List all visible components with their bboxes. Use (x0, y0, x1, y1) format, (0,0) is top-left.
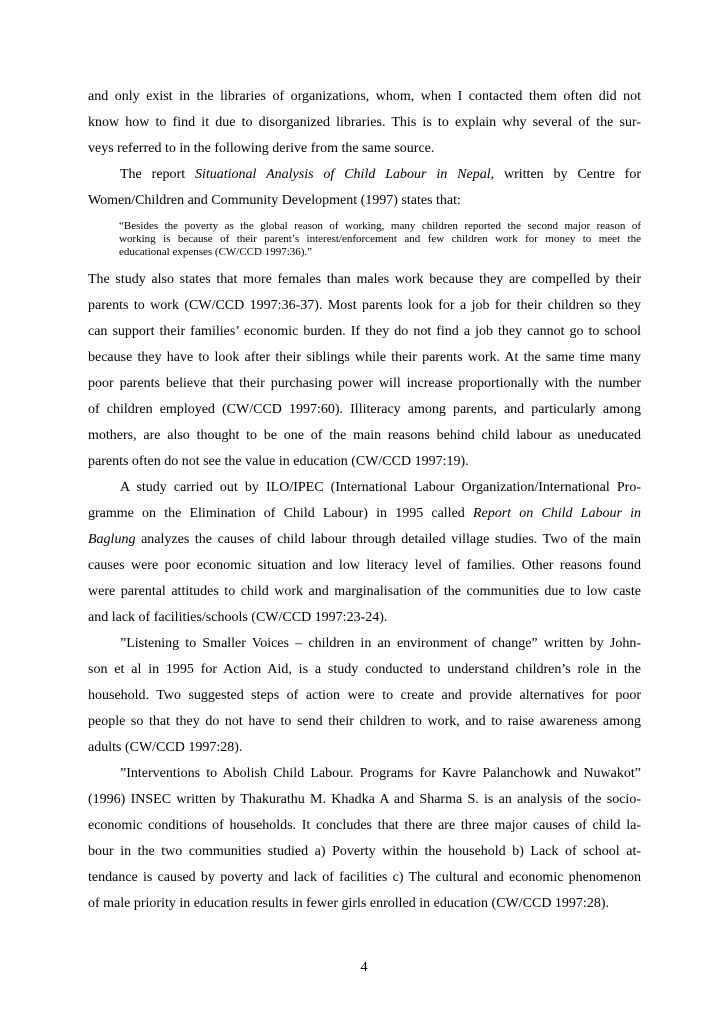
text-line: people so that they do not have to send their children to work, and to raise awareness among (88, 714, 641, 729)
text-line: household. Two suggested steps of action were to create and provide alternatives for poor (88, 688, 641, 703)
report-title: Report on Child Labour in (472, 506, 641, 521)
text-line: poor parents believe that their purchasing power will increase proportionally with the number (88, 376, 641, 391)
report-title: Baglung (88, 532, 136, 547)
quote-line: working is because of their parent’s interest/enforcement and few children work for money to meet the (119, 233, 641, 245)
text-line: son et al in 1995 for Action Aid, is a study conducted to understand children’s role in the (88, 662, 641, 677)
text-line: bour in the two communities studied a) Poverty within the household b) Lack of school at- (88, 844, 641, 859)
text-line: The study also states that more females than males work because they are compelled by their (88, 272, 641, 287)
text-line: (1996) INSEC written by Thakurathu M. Khadka A and Sharma S. is an analysis of the socio- (88, 792, 641, 807)
text-line (88, 162, 641, 188)
text-line: mothers, are also thought to be one of the main reasons behind child labour as uneducated (88, 428, 641, 443)
text-line (88, 527, 641, 553)
block-quote (88, 220, 641, 259)
text-line: because they have to look after their siblings while their parents work. At the same time many (88, 350, 641, 365)
text-line: can support their families’ economic burden. If they do not find a job they cannot go to school (88, 324, 641, 339)
text-line: parents often do not see the value in education (CW/CCD 1997:19). (88, 454, 469, 469)
text-line: and only exist in the libraries of organizations, whom, when I contacted them often did not (88, 89, 641, 104)
text-line: adults (CW/CCD 1997:28). (88, 740, 243, 755)
text-line: A study carried out by ILO/IPEC (International Labour Organization/International Pro- (120, 480, 641, 495)
text-span: analyzes the causes of child labour through detailed village studies. Two of the main (135, 532, 641, 547)
quote-line: “Besides the poverty as the global reason of working, many children reported the second major reason of (119, 220, 641, 232)
text-line: tendance is caused by poverty and lack of facilities c) The cultural and economic phenomenon (88, 870, 641, 885)
text-line: economic conditions of households. It concludes that there are three major causes of child la- (88, 818, 641, 833)
text-line (88, 501, 641, 527)
text-span: gramme on the Elimination of Child Labour) in 1995 called (88, 506, 473, 521)
paragraph-2 (88, 162, 641, 214)
text-line: parents to work (CW/CCD 1997:36-37). Most parents look for a job for their children so they (88, 298, 641, 313)
text-line: and lack of facilities/schools (CW/CCD 1997:23-24). (88, 610, 388, 625)
text-line: ”Interventions to Abolish Child Labour. Programs for Kavre Palanchowk and Nuwakot” (120, 766, 641, 781)
paragraph-5 (88, 631, 641, 761)
text-line: know how to find it due to disorganized libraries. This is to explain why several of the sur- (88, 115, 641, 130)
paragraph-1 (88, 84, 641, 162)
report-title: Situational Analysis of Child Labour in Nepal (195, 167, 491, 182)
text-line: were parental attitudes to child work and marginalisation of the communities due to low caste (88, 584, 641, 599)
text-line: Women/Children and Community Development (1997) states that: (88, 193, 461, 208)
paragraph-6 (88, 761, 641, 917)
paragraph-4 (88, 475, 641, 631)
text-line: of male priority in education results in fewer girls enrolled in education (CW/CCD 1997:28). (88, 896, 609, 911)
text-line: ”Listening to Smaller Voices – children in an environment of change” written by John- (120, 636, 641, 651)
text-line: causes were poor economic situation and low literacy level of families. Other reasons found (88, 558, 641, 573)
page-number: 4 (360, 960, 368, 975)
text-line: of children employed (CW/CCD 1997:60). Illiteracy among parents, and particularly among (88, 402, 641, 417)
text-line: veys referred to in the following derive from the same source. (88, 141, 435, 156)
text-span: The report (120, 167, 195, 182)
text-span: , written by Centre for (490, 167, 641, 182)
quote-line: educational expenses (CW/CCD 1997:36).” (119, 246, 313, 258)
paragraph-3 (88, 267, 641, 475)
document-page (88, 84, 641, 917)
